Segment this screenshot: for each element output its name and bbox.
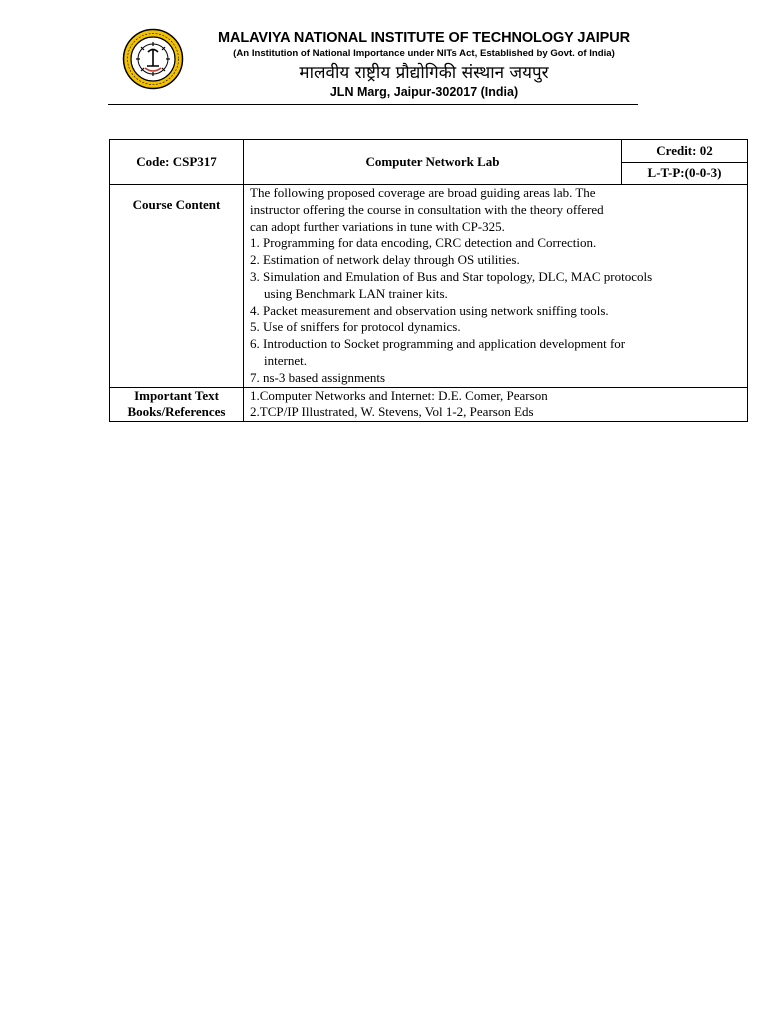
syllabus-table bbox=[109, 139, 748, 422]
course-code: Code: CSP317 bbox=[110, 140, 244, 185]
reference-item: 1.Computer Networks and Internet: D.E. Comer, Pearson bbox=[250, 387, 548, 403]
references-label-line: Important Text bbox=[134, 387, 219, 403]
content-line: 4. Packet measurement and observation using network sniffing tools. bbox=[250, 302, 609, 318]
header-divider bbox=[108, 104, 638, 105]
institute-subtitle: (An Institution of National Importance under NITs Act, Established by Govt. of India) bbox=[233, 48, 615, 59]
content-line: 7. ns-3 based assignments bbox=[250, 369, 386, 385]
course-content-body bbox=[244, 185, 748, 388]
content-line: instructor offering the course in consultation with the theory offered bbox=[250, 201, 604, 217]
content-line: can adopt further variations in tune with CP-325. bbox=[250, 218, 505, 234]
institute-emblem-icon bbox=[122, 28, 184, 90]
course-credit: Credit: 02 bbox=[622, 140, 748, 163]
course-title: Computer Network Lab bbox=[244, 140, 622, 185]
references-label bbox=[110, 387, 244, 421]
reference-item: 2.TCP/IP Illustrated, W. Stevens, Vol 1-2, Pearson Eds bbox=[250, 404, 534, 420]
content-line: The following proposed coverage are broad guiding areas lab. The bbox=[250, 185, 596, 200]
table-row bbox=[110, 387, 748, 421]
letterhead bbox=[110, 22, 640, 106]
references-list bbox=[244, 387, 748, 421]
institute-address: JLN Marg, Jaipur-302017 (India) bbox=[329, 85, 519, 99]
institute-name: MALAVIYA NATIONAL INSTITUTE OF TECHNOLOGY JAIPUR bbox=[218, 30, 630, 46]
content-line: 5. Use of sniffers for protocol dynamics. bbox=[250, 319, 461, 335]
institute-hindi-name: मालवीय राष्ट्रीय प्रौद्योगिकी संस्थान जयपुर bbox=[299, 63, 549, 83]
table-row bbox=[110, 185, 748, 388]
references-label-line: Books/References bbox=[127, 404, 226, 420]
content-line: 2. Estimation of network delay through OS utilities. bbox=[250, 252, 520, 268]
course-ltp: L-T-P:(0-0-3) bbox=[622, 162, 748, 185]
table-row bbox=[110, 140, 748, 163]
course-content-label: Course Content bbox=[110, 185, 244, 388]
content-line: using Benchmark LAN trainer kits. bbox=[264, 285, 448, 301]
content-line: 6. Introduction to Socket programming and application development for bbox=[250, 336, 626, 352]
content-line: 3. Simulation and Emulation of Bus and Star topology, DLC, MAC protocols bbox=[250, 268, 653, 284]
content-line: internet. bbox=[264, 352, 307, 368]
content-line: 1. Programming for data encoding, CRC detection and Correction. bbox=[250, 235, 597, 251]
